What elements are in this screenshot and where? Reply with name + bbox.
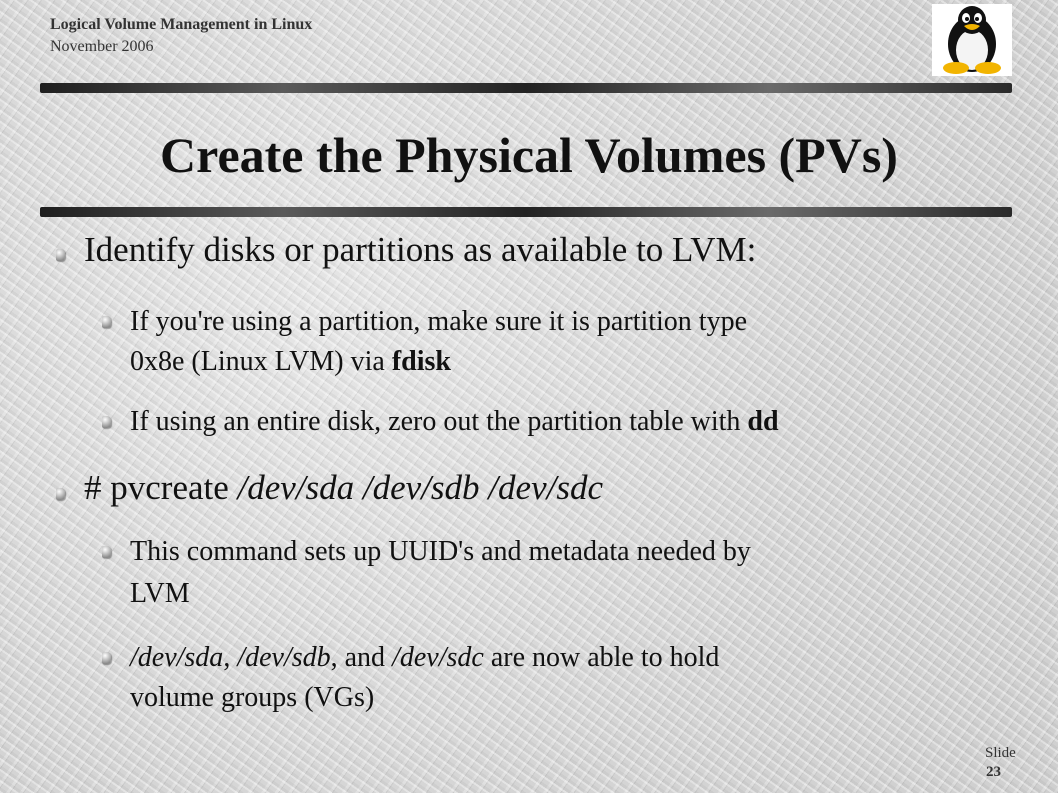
tux-penguin-icon [932, 4, 1012, 76]
bullet-icon [102, 652, 111, 664]
bullet-icon [102, 416, 111, 428]
device-list: /dev/sda /dev/sdb /dev/sdc [237, 468, 603, 507]
bullet-icon [102, 316, 111, 328]
slide-label: Slide [985, 745, 1016, 761]
plain-text: , [223, 642, 238, 673]
bullet-2-text [84, 468, 603, 508]
plain-text: are now able to hold [483, 642, 720, 673]
slide-title: Create the Physical Volumes (PVs) [160, 127, 898, 183]
plain-text: , and [330, 642, 393, 673]
header-date: November 2006 [50, 38, 154, 55]
bullet-icon [56, 488, 65, 500]
dd-command: dd [747, 406, 779, 437]
bullet-2-sub-2-line-1 [130, 638, 719, 678]
bullet-1-sub-1-line-1: If you're using a partition, make sure it is partition type [130, 306, 748, 337]
plain-text: If using an entire disk, zero out the partition table with [130, 406, 748, 437]
bullet-1-text: Identify disks or partitions as available to LVM: [84, 230, 757, 269]
title-divider [40, 207, 1012, 217]
device-sdb: /dev/sdb [237, 642, 331, 673]
bullet-icon [102, 546, 111, 558]
header-title: Logical Volume Management in Linux [50, 16, 313, 33]
bullet-2-sub-2-line-2: volume groups (VGs) [130, 682, 375, 713]
plain-text: 0x8e (Linux LVM) via [130, 346, 392, 377]
device-sda: /dev/sda [130, 642, 224, 673]
bullet-2-sub-1-line-1: This command sets up UUID's and metadata needed by [130, 536, 751, 567]
slide-number: 23 [986, 764, 1001, 780]
fdisk-command: fdisk [391, 346, 451, 377]
bullet-1-sub-2 [130, 402, 779, 442]
header-divider [40, 83, 1012, 93]
bullet-icon [56, 249, 65, 261]
device-sdc: /dev/sdc [392, 642, 484, 673]
bullet-2-sub-1-line-2: LVM [130, 578, 190, 609]
pvcreate-command: # pvcreate [84, 468, 238, 507]
bullet-1-sub-1-line-2 [130, 342, 451, 382]
